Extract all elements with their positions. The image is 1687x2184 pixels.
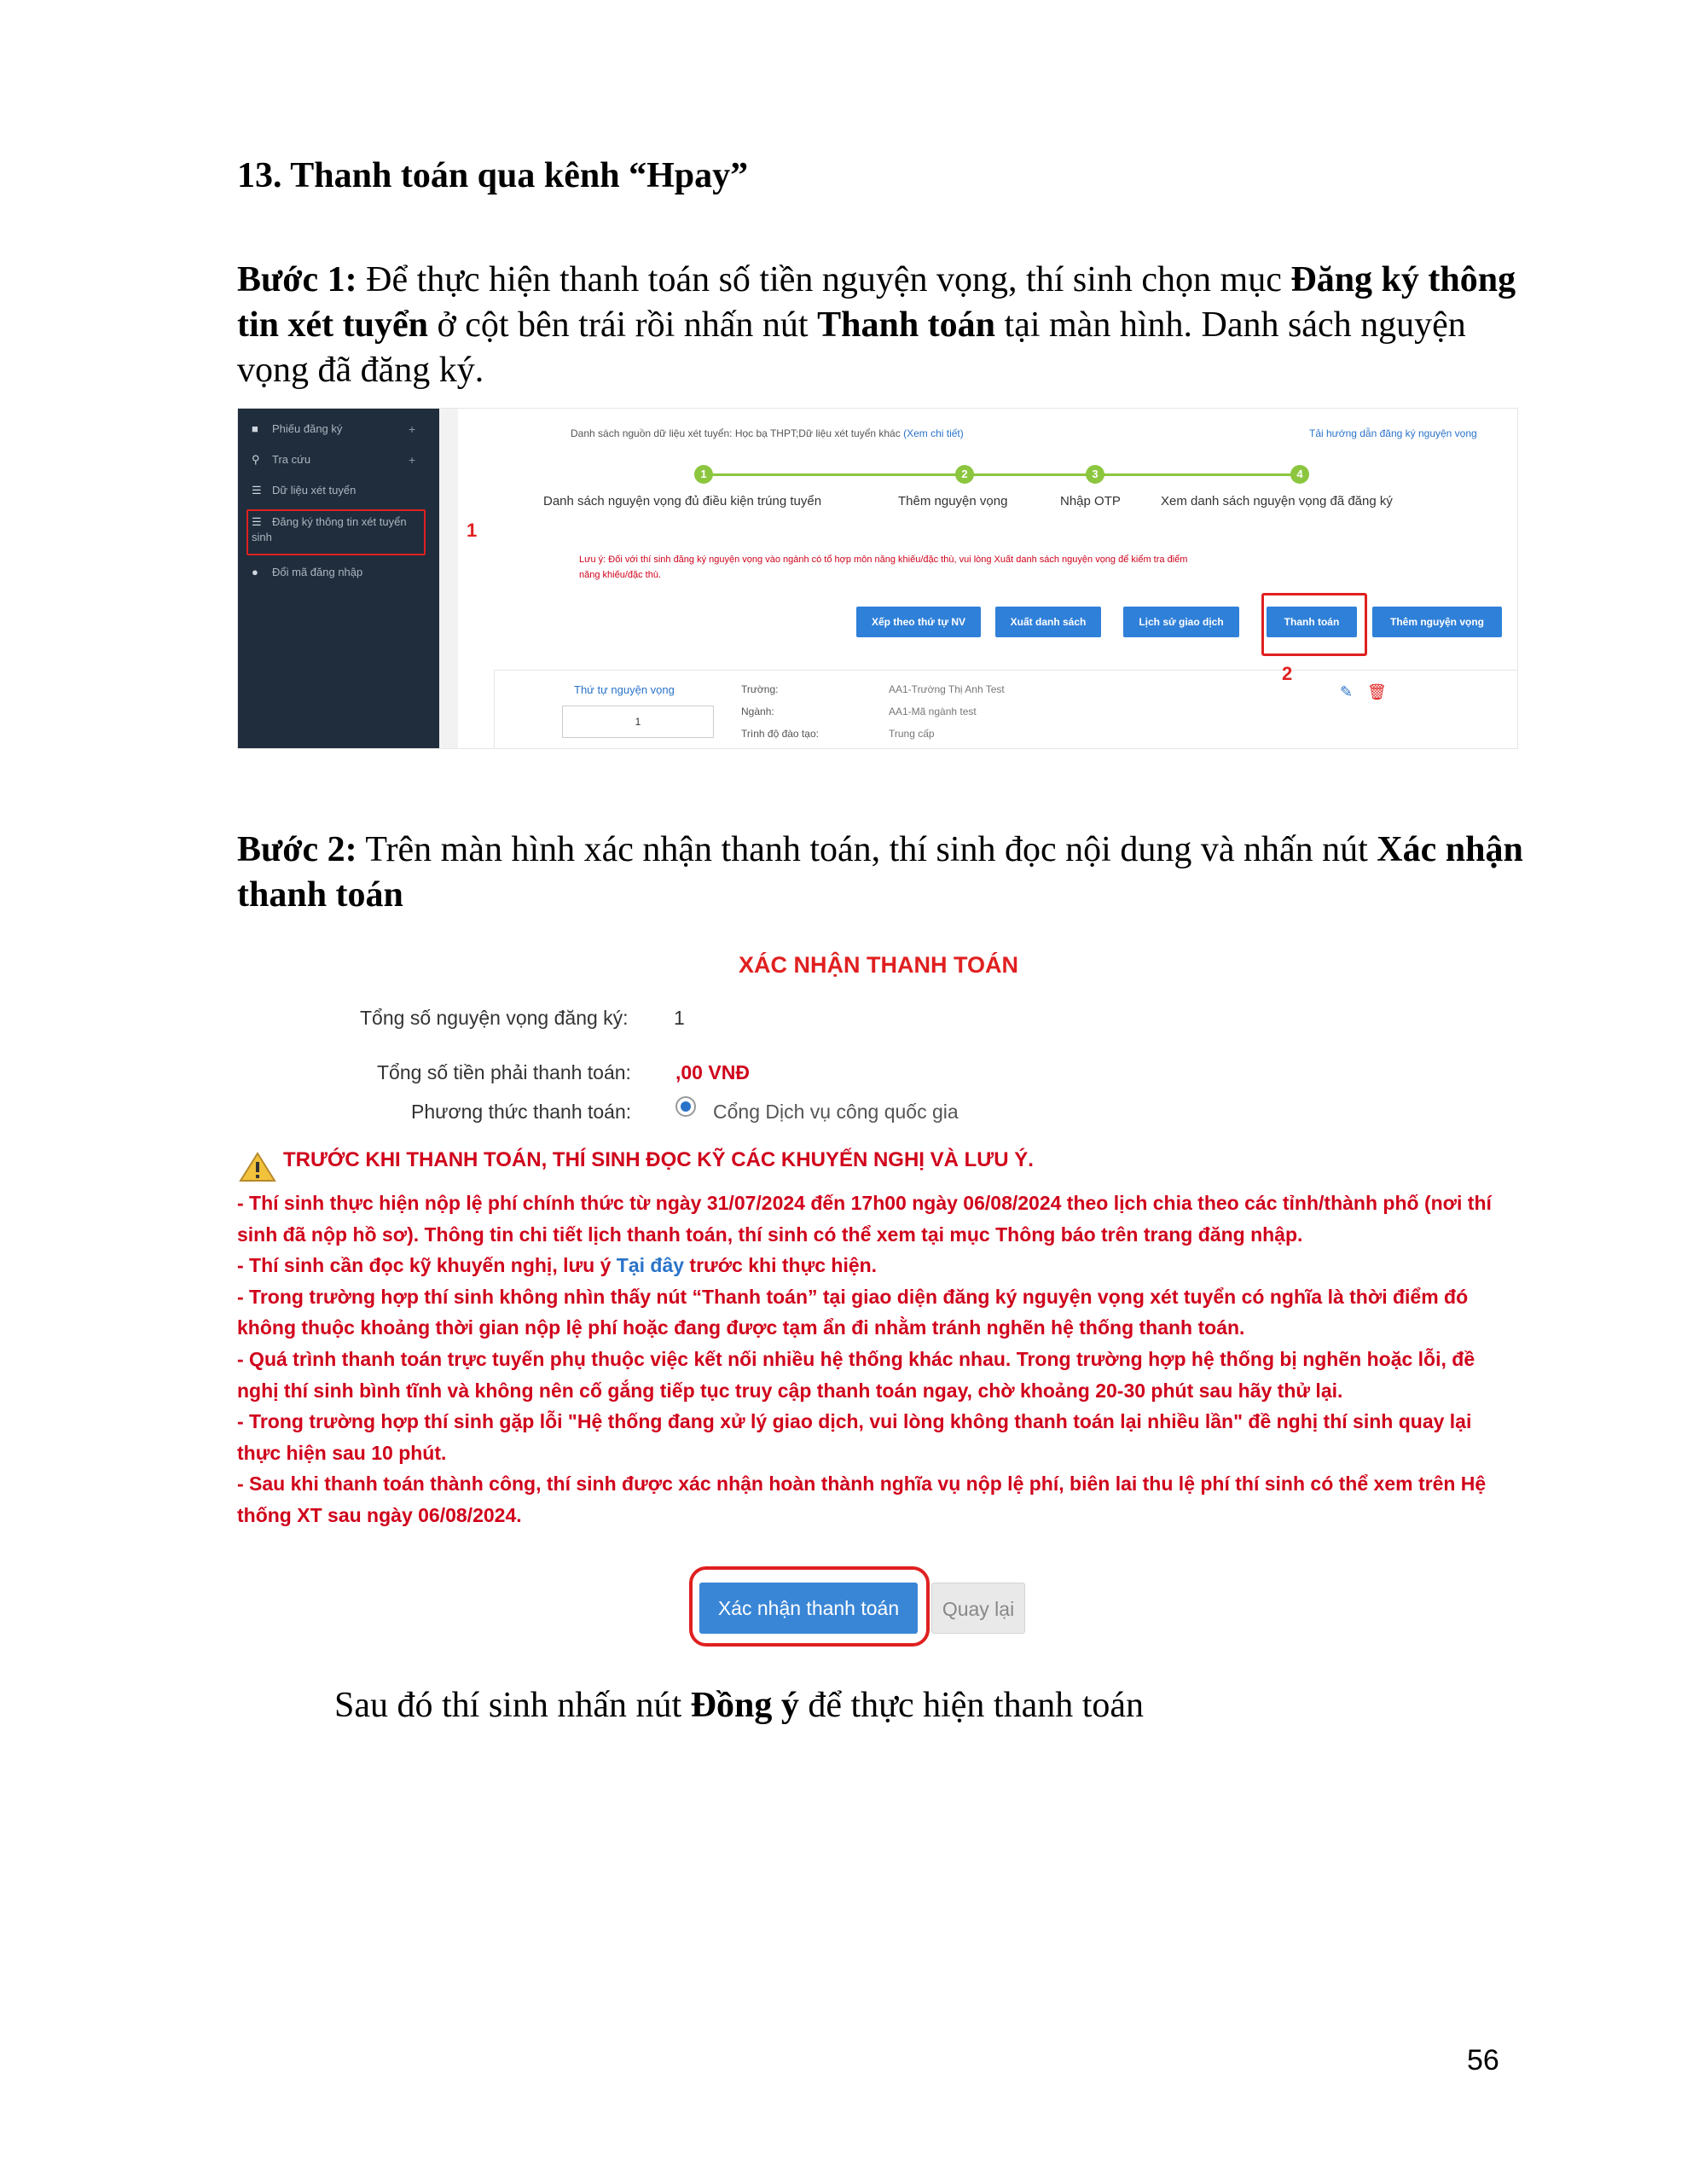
- payment-method-value: Cổng Dịch vụ công quốc gia: [713, 1101, 959, 1123]
- step-label-3: Nhập OTP: [1060, 494, 1121, 508]
- step1-label: Bước 1:: [237, 260, 357, 299]
- highlight-box-sidebar: [246, 509, 426, 555]
- step-dot-4: 4: [1290, 465, 1309, 484]
- step-label-2: Thêm nguyện vọng: [898, 494, 1008, 508]
- plus-icon[interactable]: +: [409, 422, 416, 436]
- warning-item: - Quá trình thanh toán trực tuyến phụ thuộc việc kết nối nhiều hệ thống khác nhau. Trong trường hợp hệ thống bị nghẽn hoặc lỗi, đề nghị thí sinh bình tĩnh và không nên cố gắng tiếp tục truy cập thanh toán ngay, chờ khoảng 20-30 phút sau hãy thử lại.: [237, 1347, 1475, 1402]
- confirm-payment-button[interactable]: Xác nhận thanh toán: [699, 1583, 918, 1634]
- add-aspiration-button[interactable]: Thêm nguyện vọng: [1372, 607, 1502, 637]
- sidebar-item-application-form[interactable]: [252, 422, 342, 435]
- stepper-line: [704, 473, 1301, 476]
- step1-text: Để thực hiện thanh toán số tiền nguyện vọng, thí sinh chọn mục: [357, 260, 1291, 299]
- user-icon: ●: [252, 566, 258, 578]
- delete-icon[interactable]: 🗑: [1367, 683, 1387, 701]
- step1-bold-menu: Đăng ký thông tin xét tuyển: [237, 260, 1516, 345]
- step-label-4: Xem danh sách nguyện vọng đã đăng ký: [1161, 494, 1393, 508]
- here-link[interactable]: Tại đây: [616, 1254, 685, 1277]
- after-text: Sau đó thí sinh nhấn nút: [334, 1686, 691, 1725]
- section-heading: 13. Thanh toán qua kênh “Hpay”: [237, 156, 749, 195]
- folder-icon: ■: [252, 422, 258, 435]
- major-value: AA1-Mã ngành test: [889, 706, 977, 717]
- edit-icon[interactable]: ✎: [1340, 683, 1354, 701]
- warning-item: - Thí sinh thực hiện nộp lệ phí chính thức từ ngày 31/07/2024 đến 17h00 ngày 06/08/2024 theo lịch chia theo các tỉnh/thành phố (nơi thí sinh đã nộp hồ sơ). Thông tin chi tiết lịch thanh toán, thí sinh có thể xem tại mục Thông báo trên trang đăng nhập.: [237, 1192, 1492, 1246]
- warning-item-text: trước khi thực hiện.: [684, 1254, 878, 1277]
- payment-method-radio[interactable]: [675, 1096, 696, 1117]
- marker-1: 1: [467, 520, 478, 541]
- list-icon: ☰: [252, 484, 262, 497]
- after-text-2: để thực hiện thanh toán: [798, 1686, 1145, 1725]
- school-value: AA1-Trường Thị Anh Test: [889, 683, 1005, 695]
- total-amount-value: ,00 VNĐ: [675, 1061, 750, 1083]
- warning-item: [237, 1250, 1508, 1281]
- sidebar-item-lookup[interactable]: [252, 453, 310, 467]
- back-button[interactable]: Quay lại: [931, 1583, 1025, 1634]
- sidebar-item-admission-data[interactable]: [252, 484, 356, 497]
- warning-heading: TRƯỚC KHI THANH TOÁN, THÍ SINH ĐỌC KỸ CÁC KHUYẾN NGHỊ VÀ LƯU Ý.: [283, 1148, 1034, 1171]
- marker-2: 2: [1282, 663, 1293, 684]
- screenshot-registration-list: [237, 408, 1518, 749]
- agree-bold: Đồng ý: [690, 1686, 799, 1725]
- warning-item: - Trong trường hợp thí sinh gặp lỗi "Hệ thống đang xử lý giao dịch, vui lòng không thanh toán lại nhiều lần" đề nghị thí sinh quay lại thực hiện sau 10 phút.: [237, 1410, 1472, 1464]
- step2-text: Trên màn hình xác nhận thanh toán, thí sinh đọc nội dung và nhấn nút: [357, 830, 1377, 869]
- sidebar-item-label: Dữ liệu xét tuyển: [272, 484, 357, 497]
- page-number: 56: [1467, 2044, 1499, 2077]
- step2-bold-button: Xác nhận thanh toán: [237, 830, 1523, 915]
- total-amount-label: Tổng số tiền phải thanh toán:: [377, 1061, 631, 1083]
- confirm-title: XÁC NHẬN THANH TOÁN: [739, 952, 1018, 978]
- warning-list: [237, 1188, 1508, 1531]
- warning-item: - Trong trường hợp thí sinh không nhìn thấy nút “Thanh toán” tại giao diện đăng ký nguyện vọng xét tuyển có nghĩa là thời điểm đó không thuộc khoảng thời gian nộp lệ phí hoặc đang được tạm ẩn đi nhằm tránh nghẽn hệ thống thanh toán.: [237, 1285, 1469, 1339]
- warning-item-text: - Thí sinh cần đọc kỹ khuyến nghị, lưu ý: [237, 1254, 617, 1277]
- sidebar: [238, 409, 439, 748]
- step1-bold-button: Thanh toán: [817, 305, 996, 345]
- search-icon: ⚲: [252, 453, 260, 466]
- step-dot-2: 2: [955, 465, 974, 484]
- total-aspirations-value: 1: [674, 1007, 685, 1029]
- sidebar-item-label: Đổi mã đăng nhập: [272, 566, 363, 578]
- school-label: Trường:: [741, 683, 779, 695]
- data-source-text: Danh sách nguồn dữ liệu xét tuyển: Học bạ THPT;Dữ liệu xét tuyển khác: [571, 427, 901, 439]
- warning-item: - Sau khi thanh toán thành công, thí sinh được xác nhận hoàn thành nghĩa vụ nộp lệ phí, biên lai thu lệ phí thí sinh có thể xem trên Hệ thống XT sau ngày 06/08/2024.: [237, 1472, 1487, 1526]
- step2-paragraph: [237, 828, 1527, 918]
- sidebar-gutter: [439, 409, 458, 748]
- payment-button[interactable]: Thanh toán: [1267, 607, 1357, 637]
- warning-note: Lưu ý: Đối với thí sinh đăng ký nguyện vọng vào ngành có tổ hợp môn năng khiếu/đặc thù, vui lòng Xuất danh sách nguyện vọng để kiểm tra điểm năng khiếu/đặc thù.: [579, 555, 1188, 580]
- warning-icon: [239, 1152, 276, 1182]
- step1-text-3: tại màn hình. Danh sách nguyện vọng đã đăng ký.: [237, 305, 1466, 390]
- step1-text-2: ở cột bên trái rồi nhấn nút: [428, 305, 818, 345]
- step2-label: Bước 2:: [237, 830, 357, 869]
- highlight-circle-confirm: [689, 1566, 930, 1647]
- transaction-history-button[interactable]: Lịch sử giao dịch: [1123, 607, 1239, 637]
- major-label: Ngành:: [741, 706, 774, 717]
- level-label: Trình độ đào tạo:: [741, 728, 819, 740]
- sidebar-item-change-password[interactable]: [252, 566, 362, 578]
- level-value: Trung cấp: [889, 728, 935, 740]
- data-source-line: [571, 427, 964, 439]
- list-icon: ☰: [252, 515, 262, 528]
- plus-icon[interactable]: +: [409, 453, 416, 467]
- sidebar-item-label: Tra cứu: [272, 453, 311, 466]
- step-label-1: Danh sách nguyện vọng đủ điều kiện trúng tuyển: [543, 494, 822, 508]
- step-dot-1: 1: [694, 465, 713, 484]
- screenshot-payment-confirmation: [230, 947, 1527, 1655]
- step-dot-3: 3: [1086, 465, 1104, 484]
- order-input[interactable]: 1: [562, 706, 714, 738]
- sidebar-item-label: Đăng ký thông tin xét tuyển sinh: [252, 515, 407, 543]
- total-aspirations-label: Tổng số nguyện vọng đăng ký:: [360, 1007, 629, 1029]
- sort-by-order-button[interactable]: Xếp theo thứ tự NV: [856, 607, 981, 637]
- view-details-link[interactable]: (Xem chi tiết): [903, 427, 964, 439]
- step1-paragraph: [237, 258, 1527, 393]
- sidebar-item-label: Phiếu đăng ký: [272, 422, 343, 435]
- payment-method-label: Phương thức thanh toán:: [411, 1101, 632, 1123]
- after-paragraph: [334, 1685, 1144, 1726]
- highlight-box-payment: [1261, 593, 1367, 656]
- export-list-button[interactable]: Xuất danh sách: [995, 607, 1101, 637]
- download-guide-link[interactable]: Tải hướng dẫn đăng ký nguyện vọng: [1309, 427, 1477, 439]
- order-label: Thứ tự nguyện vọng: [574, 683, 675, 696]
